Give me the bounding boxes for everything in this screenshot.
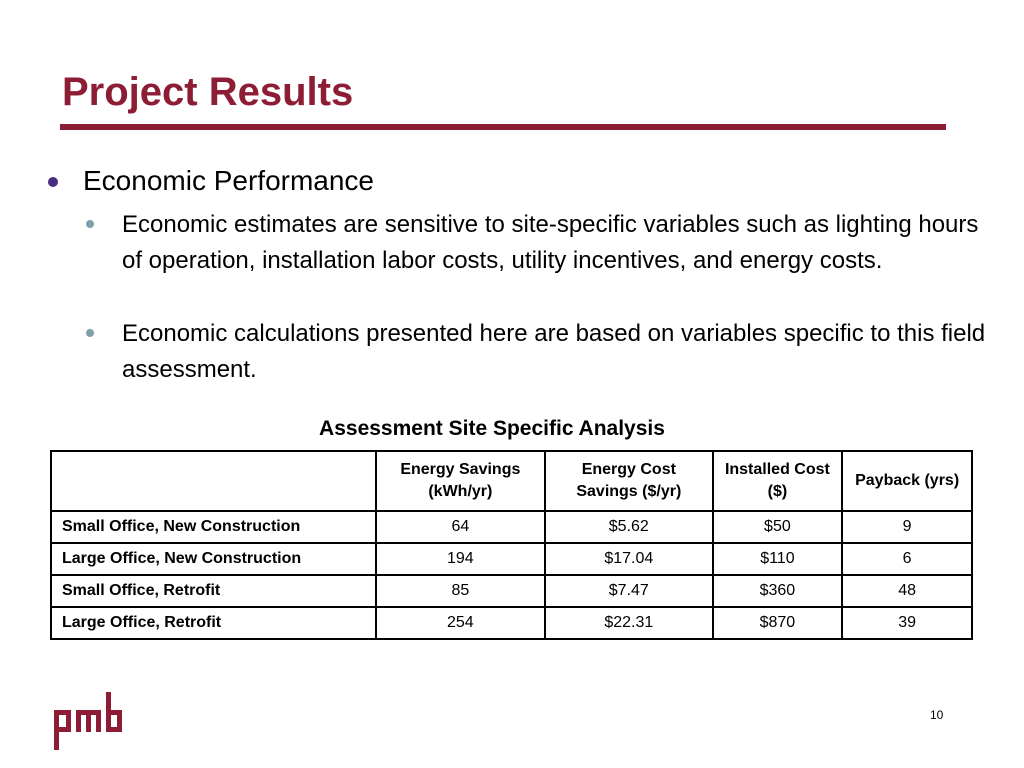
cell-installed-cost: $870 [713, 607, 843, 639]
table-row [51, 511, 972, 543]
table-header-row [51, 451, 972, 511]
table-caption-text: Assessment Site Specific Analysis [319, 417, 665, 440]
cell-payback: 9 [842, 511, 972, 543]
page-number: 10 [930, 708, 944, 722]
sub-bullet-2 [86, 316, 986, 388]
table-row [51, 607, 972, 639]
cell-energy-savings: 254 [376, 607, 545, 639]
cell-installed-cost: $110 [713, 543, 843, 575]
cell-energy-cost-savings: $7.47 [545, 575, 712, 607]
bullet-dot-icon [48, 177, 58, 187]
cell-energy-savings: 85 [376, 575, 545, 607]
slide-title: Project Results [62, 70, 354, 114]
table-caption [0, 417, 1024, 441]
sub-bullet-dot-icon [86, 329, 94, 337]
header-energy-cost-savings: Energy Cost Savings ($/yr) [545, 451, 712, 511]
bullet-text: Economic Performance [83, 165, 375, 196]
header-payback: Payback (yrs) [842, 451, 972, 511]
cell-payback: 48 [842, 575, 972, 607]
cell-payback: 39 [842, 607, 972, 639]
cell-installed-cost: $50 [713, 511, 843, 543]
header-cell-blank [51, 451, 376, 511]
cell-energy-cost-savings: $5.62 [545, 511, 712, 543]
cell-payback: 6 [842, 543, 972, 575]
cell-installed-cost: $360 [713, 575, 843, 607]
cell-energy-cost-savings: $22.31 [545, 607, 712, 639]
row-label: Large Office, Retrofit [51, 607, 376, 639]
analysis-table [50, 450, 973, 640]
header-installed-cost: Installed Cost ($) [713, 451, 843, 511]
row-label: Large Office, New Construction [51, 543, 376, 575]
sub-bullet-1 [86, 207, 986, 279]
cell-energy-cost-savings: $17.04 [545, 543, 712, 575]
sub-bullet-text: Economic estimates are sensitive to site-specific variables such as lighting hours of operation, installation labor costs, utility incentives, and energy costs. [122, 211, 979, 274]
row-label: Small Office, Retrofit [51, 575, 376, 607]
table-row [51, 575, 972, 607]
header-energy-savings: Energy Savings (kWh/yr) [376, 451, 545, 511]
row-label: Small Office, New Construction [51, 511, 376, 543]
table-row [51, 543, 972, 575]
cell-energy-savings: 64 [376, 511, 545, 543]
pmb-logo-icon [54, 692, 122, 750]
title-underline [60, 124, 946, 130]
sub-bullet-dot-icon [86, 220, 94, 228]
cell-energy-savings: 194 [376, 543, 545, 575]
sub-bullet-text: Economic calculations presented here are based on variables specific to this field assessment. [122, 320, 986, 383]
